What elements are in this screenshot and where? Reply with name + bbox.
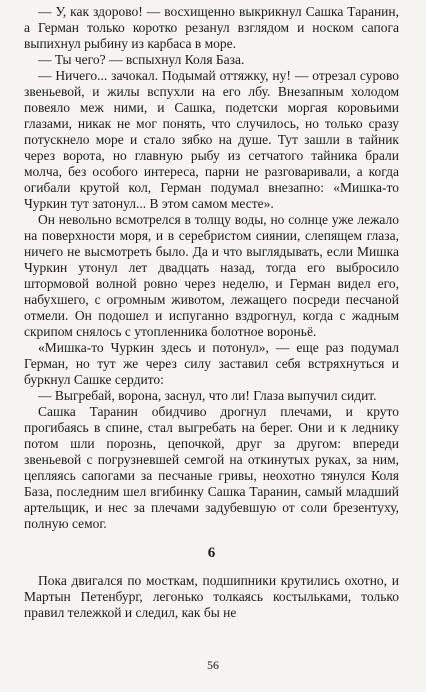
- paragraph: «Мишка-то Чуркин здесь и потонул», — еще раз подумал Герман, но тут же через силу заставил себя встряхнуться и буркнул Сашке сердито:: [24, 340, 399, 387]
- paragraph: — Ты чего? — вспыхнул Коля База.: [38, 52, 245, 67]
- paragraph: — Выгребай, ворона, заснул, что ли! Глаза выпучил сидит.: [38, 388, 377, 403]
- chapter-number: 6: [207, 545, 216, 561]
- page-number: 56: [207, 658, 219, 672]
- paragraph: — Ничего... зачокал. Подымай оттяжку, ну! — отрезал сурово звеньевой, и жилы вспухли на его лбу. Внезапным холодом повеяло меж ними, и Сашка, подетски моргая коровьими глазами, никак не мог понять, что случилось, но только сразу потускнело море и стало зябко на душе. Тут зашли в тайник через ворота, но главную рыбу из сетчатого тайника брали молча, без особого интереса, парни не разговаривали, а когда огибали крутой кол, Герман подумал внезапно: «Мишка-то Чуркин тут затонул... В этом самом месте».: [24, 68, 399, 211]
- paragraph: — У, как здорово! — восхищенно выкрикнул Сашка Таранин, а Герман только коротко резанул взглядом и носком сапога выпихнул рыбину из карбаса в море.: [24, 4, 399, 51]
- paragraph: Пока двигался по мосткам, подшипники крутились охотно, и Мартын Петенбург, легонько толкаясь костыльками, только правил тележкой и следил, как бы не: [24, 573, 399, 620]
- paragraph: Он невольно всмотрелся в толщу воды, но солнце уже лежало на поверхности моря, и в серебристом сиянии, слепящем глаза, ничего не высмотреть было. Да и что выглядывать, если Мишка Чуркин утонул лет двадцать назад, тогда его выбросило штормовой волной ровно через неделю, и Герман видел его, набухшего, с огромным животом, лежащего посреди песчаной отмели. Он подошел и испуганно вздрогнул, когда с жадным скрипом снялось с утопленника болотное вороньё.: [24, 212, 399, 339]
- body-text: [24, 4, 399, 621]
- paragraph: Сашка Таранин обидчиво дрогнул плечами, и круто прогибаясь в спине, стал выгребать на берег. Они и к леднику потом шли порознь, цепочкой, друг за другом: впереди звеньевой с погрузневшей семгой на откинутых руках, за ним, цепляясь сапогами за песчаные гривы, неохотно тянулся Коля База, последним шел вгибинку Сашка Таранин, самый младший артельщик, и нес за плечами задубевшую от соли брезентуху, полную семог.: [24, 404, 399, 531]
